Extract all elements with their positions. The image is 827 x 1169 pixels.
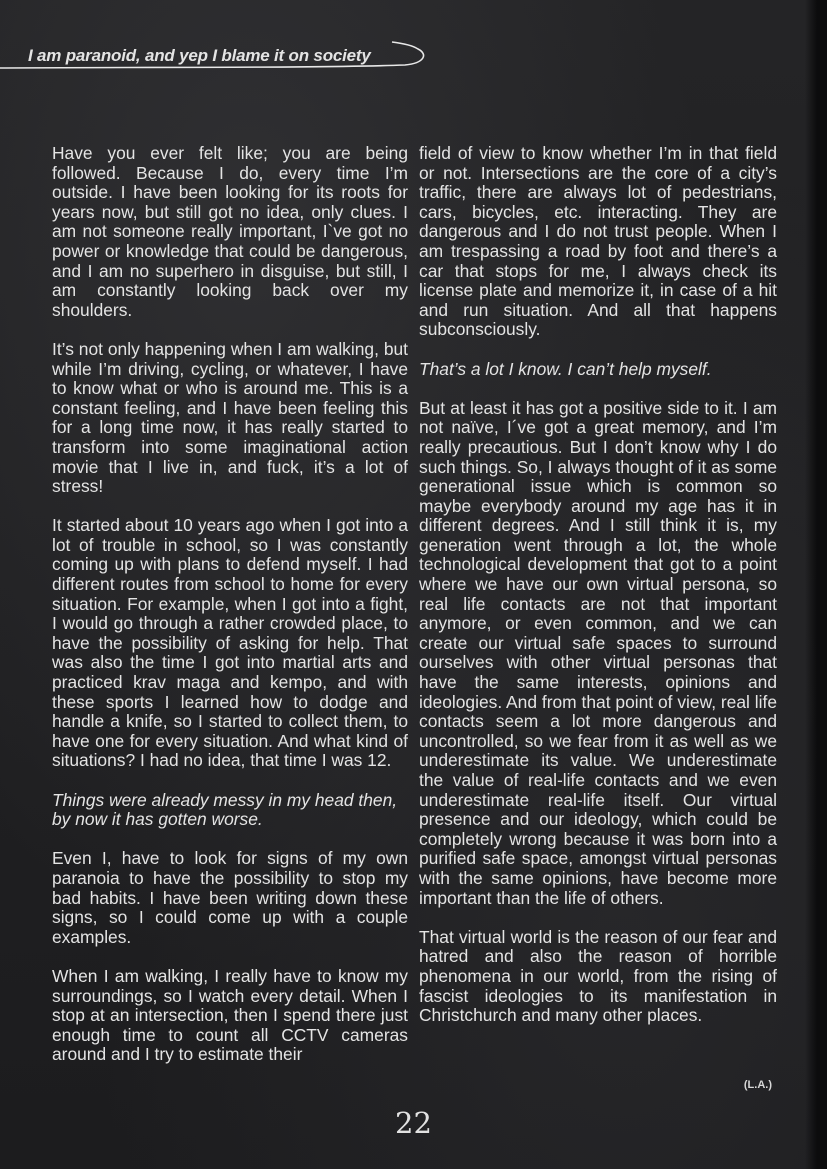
left-paragraph-1: Have you ever felt like; you are being followed. Because I do, every time I’m outside. I have been looking for its roots for years now, but still got no idea, only clues. I am not someone really important, I`ve got no power or knowledge that could be dangerous, and I am no superhero in disguise, but still, I am constantly looking back over my shoulders. — [52, 143, 408, 320]
left-paragraph-3: It started about 10 years ago when I got into a lot of trouble in school, so I was constantly coming up with plans to defend myself. I had different routes from school to home for every situation. For example, when I got into a fight, I would go through a rather crowded place, to have the possibility of asking for help. That was also the time I got into martial arts and practiced krav maga and kempo, and with these sports I learned how to dodge and handle a knife, so I started to collect them, to have one for every situation. And what kind of situations? I had no idea, that time I was 12. — [52, 515, 408, 771]
right-paragraph-3: But at least it has got a positive side to it. I am not naïve, I´ve got a great memory, and I’m really precautious. But I don’t know why I do such things. So, I always thought of it as some generational issue which is common so maybe everybody around my age has it in different degrees. And I still think it is, my generation went through a lot, the whole technological development that got to a point where we have our own virtual persona, so real life contacts are not that important anymore, or even common, and we can create our virtual safe spaces to surround ourselves with other virtual personas that have the same interests, opinions and ideologies. And from that point of view, real life contacts seem a lot more dangerous and uncontrolled, so we fear from it as well as we underestimate its value. We underestimate the value of real-life contacts and we even underestimate real-life itself. Our virtual presence and our ideology, which could be completely wrong because it was born into a purified safe space, amongst virtual personas with the same opinions, have become more important than the life of others. — [419, 397, 777, 908]
author-signature: (L.A.) — [743, 1079, 772, 1091]
article-header — [0, 38, 430, 78]
right-column — [419, 144, 777, 1026]
left-paragraph-4-italic: Things were already messy in my head then, by now it has gotten worse. — [52, 789, 398, 830]
article-title: I am paranoid, and yep I blame it on society — [28, 46, 371, 65]
page-spine-shadow — [805, 0, 827, 1169]
right-paragraph-2-italic: That’s a lot I know. I can’t help myself. — [419, 358, 712, 379]
left-paragraph-5: Even I, have to look for signs of my own paranoia to have the possibility to stop my bad habits. I have been writing down these signs, so I could come up with a couple examples. — [52, 848, 408, 947]
left-column — [52, 144, 408, 1065]
right-paragraph-1: field of view to know whether I’m in that field or not. Intersections are the core of a city’s traffic, there are always lot of pedestrians, cars, bicycles, etc. interacting. They are dangerous and I do not trust people. When I am trespassing a road by foot and there’s a car that stops for me, I always check its license plate and memorize it, in case of a hit and run situation. And all that happens subconsciously. — [419, 143, 777, 340]
left-paragraph-2: It’s not only happening when I am walking, but while I’m driving, cycling, or whatever, I have to know what or who is around me. This is a constant feeling, and I have been feeling this for a long time now, it has really started to transform into some imaginational action movie that I live in, and fuck, it’s a lot of stress! — [52, 338, 408, 497]
page-number: 22 — [395, 1106, 432, 1140]
left-paragraph-6: When I am walking, I really have to know my surroundings, so I watch every detail. When I stop at an intersection, then I spend there just enough time to count all CCTV cameras around and I try to estimate their — [52, 965, 408, 1065]
right-paragraph-4: That virtual world is the reason of our fear and hatred and also the reason of horrible phenomena in our world, from the rising of fascist ideologies to its manifestation in Christchurch and many other places. — [419, 926, 777, 1026]
